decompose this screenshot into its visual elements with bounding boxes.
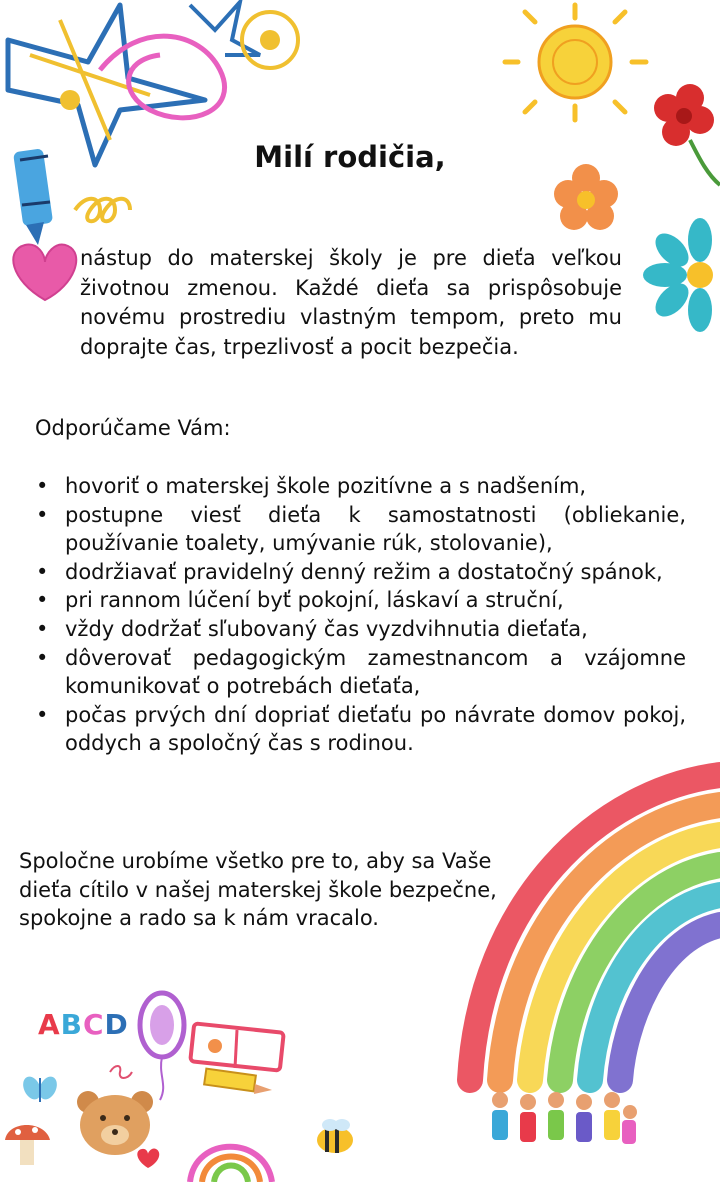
bullet: • [36,588,49,613]
squiggle-icon [75,199,130,222]
tips-list [36,472,686,758]
orange-flower-top-icon [242,12,298,68]
list-item [36,615,686,644]
bullet: • [36,645,49,670]
tip-text: počas prvých dní dopriať dieťaťu po návrate domov pokoj, oddych a spoločný čas s rodinou. [65,702,686,756]
list-item [36,472,686,501]
sun-icon [505,5,646,120]
tip-text: dôverovať pedagogickým zamestnancom a vzájomne komunikovať o potrebách dieťaťa, [65,645,686,699]
list-item [36,558,686,587]
list-item [36,701,686,758]
bullet: • [36,559,49,584]
book-icon [190,1023,283,1070]
bullet: • [36,502,49,527]
butterfly-icon [20,1074,61,1103]
children-icon [492,1092,637,1144]
tip-text: vždy dodržať sľubovaný čas vyzdvihnutia dieťaťa, [65,616,588,641]
tip-text: postupne viesť dieťa k samostatnosti (obliekanie, používanie toalety, umývanie rúk, stolovanie), [65,502,686,556]
balloon-icon [140,993,184,1100]
tip-text: dodržiavať pravidelný denný režim a dostatočný spánok, [65,559,663,584]
tip-text: pri rannom lúčení byť pokojní, láskaví a struční, [65,588,564,613]
intro-paragraph: nástup do materskej školy je pre dieťa veľkou životnou zmenou. Každé dieťa sa prispôsobuje novému prostrediu vlastným tempom, preto mu doprajte čas, trpezlivosť a pocit bezpečia. [80,246,622,359]
recommend-heading: Odporúčame Vám: [35,416,231,440]
list-item [36,644,686,701]
bee-icon [317,1119,353,1153]
greeting-title: Milí rodičia, [254,140,446,174]
scribble-icon [110,1066,132,1078]
bullet: • [36,616,49,641]
blue-flower-icon [643,218,713,332]
heart-icon [13,245,76,300]
small-rainbow-icon [190,1147,272,1182]
bullet: • [36,474,49,498]
tip-text: hovoriť o materskej škole pozitívne a s nadšením, [65,474,587,498]
bullet: • [36,702,49,727]
mushroom-icon [5,1125,50,1165]
abcd-letters [38,1008,129,1041]
closing-paragraph: Spoločne urobíme všetko pre to, aby sa Vaše dieťa cítilo v našej materskej škole bezpečne, spokojne a rado sa k nám vracalo. [19,849,497,930]
list-item [36,501,686,558]
small-heart-icon [137,1149,159,1168]
pencil-icon [204,1069,272,1094]
list-item [36,586,686,615]
abcd-text: ABCD [38,1008,129,1041]
teddy-bear-icon [77,1091,153,1155]
